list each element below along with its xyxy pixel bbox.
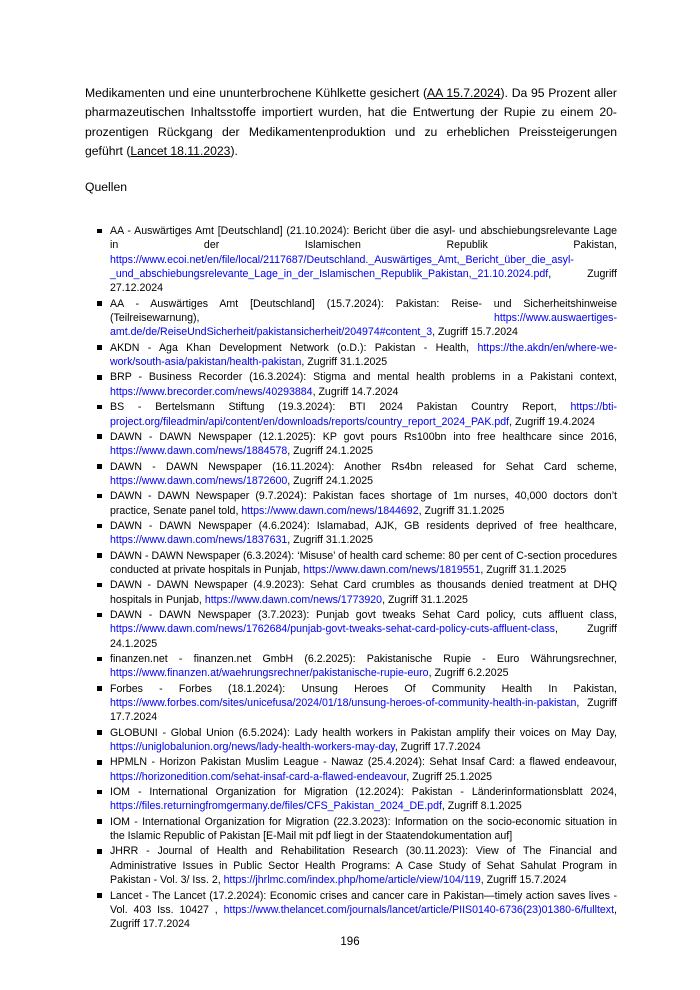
reference-url-link[interactable]: https://www.brecorder.com/news/40293884 <box>110 385 313 398</box>
text-run: DAWN - DAWN Newspaper (4.6.2024): Islamabad, AJK, GB residents deprived of free healthcare, <box>110 519 617 532</box>
text-run: , Zugriff 31.1.2025 <box>382 593 468 606</box>
reference-url-link[interactable]: https://www.dawn.com/news/1884578 <box>110 445 288 458</box>
reference-item <box>97 400 617 429</box>
reference-url-link[interactable]: https://www.auswaertiges-amt.de/de/ReiseUndSicherheit/pakistansicherheit/204974#content_3 <box>110 312 617 339</box>
reference-url-link[interactable]: https://www.ecoi.net/en/file/local/2117687/Deutschland._Auswärtiges_Amt,_Bericht_über_die_asyl-_und_abschiebungsrelevante_Lage_in_der_Islamischen_Republik_Pakistan,_21.10.2024.pdf <box>110 253 574 281</box>
text-run: , Zugriff 31.1.2025 <box>301 356 388 369</box>
reference-item <box>97 430 617 459</box>
reference-item <box>97 489 617 518</box>
reference-item <box>97 370 617 399</box>
reference-item <box>97 682 617 725</box>
reference-item <box>97 652 617 681</box>
reference-item <box>97 815 617 844</box>
reference-url-link[interactable]: https://files.returningfromgermany.de/files/CFS_Pakistan_2024_DE.pdf <box>110 800 442 813</box>
text-run: JHRR - Journal of Health and Rehabilitation Research (30.11.2023): View of The Financial and Administrative Issues in Public Sector Health Programs: A Case Study of Sehat Sahulat Program in Pakistan - Vol. 3/ Iss. 2, <box>110 845 617 887</box>
text-run: , Zugriff 24.1.2025 <box>287 445 374 458</box>
page-number: 196 <box>340 936 360 948</box>
sources-heading: Quellen <box>85 179 128 194</box>
text-run: finanzen.net - finanzen.net GmbH (6.2.2025): Pakistanische Rupie - Euro Währungsrechner, <box>110 653 617 665</box>
text-run: , Zugriff 14.7.2024 <box>312 385 399 398</box>
reference-item <box>97 519 617 548</box>
text-run: DAWN - DAWN Newspaper (9.7.2024): Pakistan faces shortage of 1m nurses, 40,000 doctors don’t practice, Senate panel told, <box>110 490 617 517</box>
text-run: DAWN - DAWN Newspaper (4.9.2023): Sehat Card crumbles as thousands denied treatment at DHQ hospitals in Punjab, <box>110 579 617 606</box>
reference-item <box>97 889 617 932</box>
reference-item <box>97 549 617 578</box>
reference-item <box>97 460 617 489</box>
text-run: IOM - International Organization for Migration (12.2024): Pakistan - Länderinformationsblatt 2024, <box>110 786 617 799</box>
reference-url-link[interactable]: https://horizonedition.com/sehat-insaf-card-a-flawed-endeavour <box>110 770 407 783</box>
text-run: , Zugriff 27.12.2024 <box>110 268 617 295</box>
text-run: DAWN - DAWN Newspaper (3.7.2023): Punjab govt tweaks Sehat Card policy, cuts affluent class, <box>110 608 617 621</box>
reference-url-link[interactable]: https://www.dawn.com/news/1844692 <box>241 504 419 517</box>
text-run: , Zugriff 8.1.2025 <box>441 800 522 813</box>
reference-url-link[interactable]: https://www.dawn.com/news/1819551 <box>303 563 481 576</box>
text-run: AKDN - Aga Khan Development Network (o.D.): Pakistan - Health, <box>110 341 478 354</box>
text-run: BRP - Business Recorder (16.3.2024): Stigma and mental health problems in a Pakistani context, <box>110 371 617 384</box>
text-run: AA - Auswärtiges Amt [Deutschland] (21.10.2024): Bericht über die asyl- und abschiebungsrelevante Lage in der Islamischen Republik Pakistan, <box>110 225 617 252</box>
text-run: , Zugriff 17.7.2024 <box>110 697 617 724</box>
reference-item <box>97 844 617 887</box>
reference-url-link[interactable]: https://www.forbes.com/sites/unicefusa/2024/01/18/unsung-heroes-of-community-health-in-pakistan <box>110 697 577 710</box>
text-run: , Zugriff 17.7.2024 <box>394 741 481 754</box>
text-run: , Zugriff 31.1.2025 <box>480 563 567 576</box>
text-run: DAWN - DAWN Newspaper (6.3.2024): ‘Misuse’ of health card scheme: 80 per cent of C-section procedures conducted at private hospitals in Punjab, <box>110 549 617 576</box>
text-run: , Zugriff 31.1.2025 <box>287 534 374 547</box>
citation-link[interactable]: AA 15.7.2024 <box>427 86 501 100</box>
text-run: , Zugriff 24.1.2025 <box>287 474 374 487</box>
text-run: BS - Bertelsmann Stiftung (19.3.2024): BTI 2024 Pakistan Country Report, <box>110 401 571 414</box>
reference-item <box>97 608 617 651</box>
text-run: Forbes - Forbes (18.1.2024): Unsung Heroes Of Community Health In Pakistan, <box>110 682 617 695</box>
reference-url-link[interactable]: https://www.dawn.com/news/1773920 <box>204 593 383 606</box>
text-run: Medikamenten und eine ununterbrochene Kühlkette gesichert ( <box>85 86 428 100</box>
intro-paragraph <box>85 84 617 162</box>
reference-item <box>97 785 617 814</box>
reference-item <box>97 578 617 607</box>
text-run: GLOBUNI - Global Union (6.5.2024): Lady health workers in Pakistan amplify their voices on May Day, <box>110 726 617 739</box>
text-run: ). <box>230 144 238 159</box>
reference-url-link[interactable]: https://www.dawn.com/news/1837631 <box>110 534 288 547</box>
text-run: IOM - International Organization for Migration (22.3.2023): Information on the socio-economic situation in the Islamic Republic of Pakistan [E-Mail mit pdf liegt in der Staatendokumentation auf] <box>110 815 617 843</box>
reference-item <box>97 726 617 755</box>
reference-url-link[interactable]: https://bti-project.org/fileadmin/api/content/en/downloads/reports/country_report_2024_PAK.pdf <box>110 401 617 428</box>
reference-url-link[interactable]: https://www.thelancet.com/journals/lancet/article/PIIS0140-6736(23)01380-6/fulltext <box>223 903 615 916</box>
text-run: , Zugriff 15.7.2024 <box>480 874 567 887</box>
reference-item <box>97 224 617 296</box>
reference-item <box>97 341 617 370</box>
reference-item <box>97 297 617 340</box>
text-run: , Zugriff 31.1.2025 <box>418 504 505 517</box>
reference-url-link[interactable]: https://jhrlmc.com/index.php/home/article/view/104/119 <box>223 874 481 887</box>
text-run: , Zugriff 19.4.2024 <box>509 415 595 428</box>
reference-url-link[interactable]: https://www.dawn.com/news/1872600 <box>110 474 288 487</box>
text-run: DAWN - DAWN Newspaper (16.11.2024): Another Rs4bn released for Sehat Card scheme, <box>110 460 617 473</box>
reference-item <box>97 755 617 784</box>
reference-url-link[interactable]: https://www.finanzen.at/waehrungsrechner/pakistanische-rupie-euro <box>110 667 429 680</box>
citation-link[interactable]: Lancet 18.11.2023 <box>130 144 231 159</box>
reference-url-link[interactable]: https://uniglobalunion.org/news/lady-health-workers-may-day <box>110 741 395 754</box>
text-run: , Zugriff 6.2.2025 <box>428 667 509 680</box>
text-run: , Zugriff 17.7.2024 <box>110 903 617 931</box>
text-run: , Zugriff 24.1.2025 <box>110 623 617 650</box>
references-list <box>97 224 617 932</box>
text-run: AA - Auswärtiges Amt [Deutschland] (15.7.2024): Pakistan: Reise- und Sicherheitshinweise (Teilreisewarnung), <box>110 297 617 325</box>
text-run: HPMLN - Horizon Pakistan Muslim League - Nawaz (25.4.2024): Sehat Insaf Card: a flawed endeavour, <box>110 756 617 769</box>
text-run: , Zugriff 25.1.2025 <box>406 770 492 783</box>
reference-url-link[interactable]: https://www.dawn.com/news/1762684/punjab-govt-tweaks-sehat-card-policy-cuts-affluent-class <box>110 623 555 636</box>
text-run: DAWN - DAWN Newspaper (12.1.2025): KP govt pours Rs100bn into free healthcare since 2016, <box>110 430 617 443</box>
text-run: ). Da 95 Prozent aller pharmazeutischen Inhaltsstoffe importiert wurden, hat die Entwertung der Rupie zu einem 20-prozentigen Rückgang der Medikamentenproduktion und zu erheblichen Preissteigerungen geführt ( <box>85 86 617 159</box>
reference-url-link[interactable]: https://the.akdn/en/where-we-work/south-asia/pakistan/health-pakistan <box>110 341 617 369</box>
text-run: Lancet - The Lancet (17.2.2024): Economic crises and cancer care in Pakistan—timely action saves lives - Vol. 403 Iss. 10427 , <box>110 889 617 916</box>
text-run: , Zugriff 15.7.2024 <box>432 326 518 339</box>
